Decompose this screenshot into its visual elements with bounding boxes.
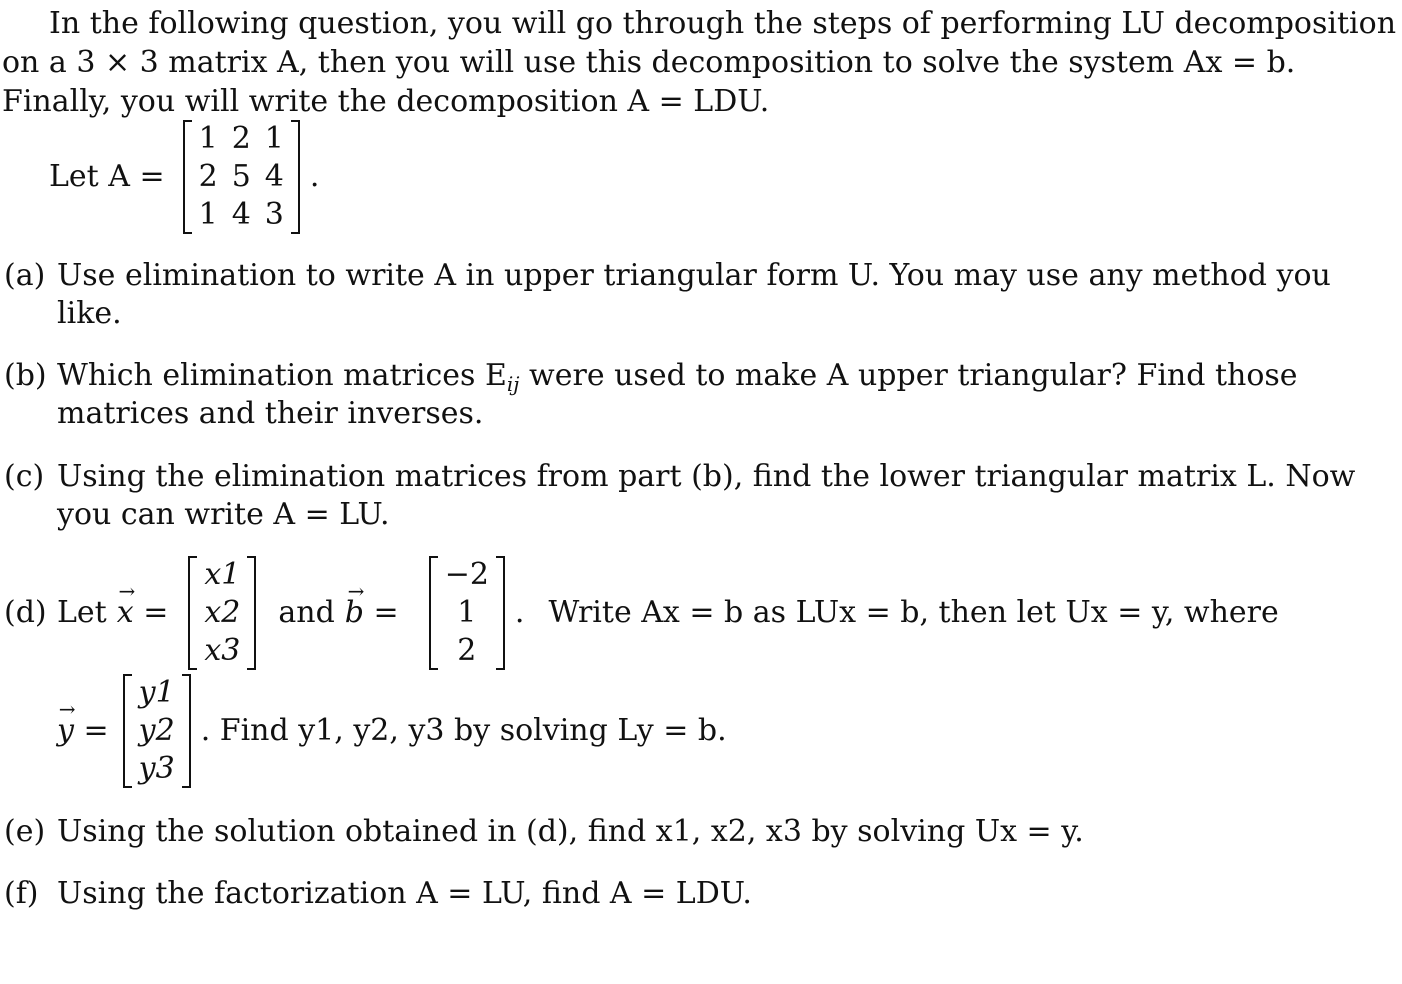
part-c-label: (c) [4,459,45,494]
part-c-line-2: you can write A = LU. [57,497,390,532]
x-vector-entry: x3 [204,633,241,668]
part-a-label: (a) [4,258,46,293]
intro-line-2: on a 3 × 3 matrix A, then you will use this decomposition to solve the system Ax = b. [2,45,1296,80]
b-vector-symbol: b → [345,594,364,632]
part-d-write-text: Write Ax = b as LUx = b, then let Ux = y, where [548,595,1279,630]
matrix-suffix: . [309,159,320,194]
part-d-find-text: . Find y1, y2, y3 by solving Ly = b. [200,713,727,748]
part-f-text: Using the factorization A = LU, find A = LDU. [57,876,752,911]
matrix-a-entry: 4 [231,197,251,232]
b-vector [429,556,505,670]
matrix-prefix: Let A = [49,159,165,194]
part-e-label: (e) [4,814,46,849]
matrix-a-entry: 1 [198,121,218,156]
part-f-label: (f) [4,876,39,911]
b-vector-entry: 1 [457,595,477,630]
x-vector-symbol: x → [117,594,134,632]
part-c-line-1: Using the elimination matrices from part (b), find the lower triangular matrix L. Now [57,459,1356,494]
part-b-line-2: matrices and their inverses. [57,396,484,431]
b-vector-entry: 2 [457,633,477,668]
matrix-a-entry: 1 [264,121,284,156]
matrix-a-entry: 4 [264,159,284,194]
part-d-label: (d) [4,595,47,630]
x-vector-entry: x2 [204,595,241,630]
matrix-a-entry: 2 [231,121,251,156]
part-e-text: Using the solution obtained in (d), find x1, x2, x3 by solving Ux = y. [57,814,1084,849]
part-a-line-2: like. [57,296,122,331]
matrix-definition [49,118,319,236]
y-vector-symbol: y → [57,712,74,750]
matrix-a-entry: 2 [198,159,218,194]
x-vector-entry: x1 [204,557,241,592]
part-d-row-2: y → = y1 y2 y3 . Find y1, y2, y3 by solving Ly = b. [57,672,727,790]
matrix-a-entry: 3 [264,197,284,232]
intro-line-1: In the following question, you will go through the steps of performing LU decomposition [49,6,1397,41]
y-vector-entry: y1 [138,675,175,710]
matrix-a-entry: 1 [198,197,218,232]
part-a-line-1: Use elimination to write A in upper triangular form U. You may use any method you [57,258,1331,293]
part-b-line-1: Which elimination matrices $E_{ij}$ were used to make A upper triangular? Find those [57,358,1298,396]
x-vector [188,556,256,670]
part-b-label: (b) [4,358,47,393]
intro-line-3: Finally, you will write the decomposition A = LDU. [2,84,770,119]
y-vector-entry: y3 [138,751,175,786]
b-vector-entry: −2 [444,557,489,592]
part-d-row-1: Let x → = x1 x2 x3 and b → = −2 1 2 . Write Ax = b as LUx = b, then let Ux = y, where [57,554,1250,672]
matrix-a-entry: 5 [231,159,251,194]
matrix-a [183,120,300,234]
y-vector-entry: y2 [138,713,175,748]
y-vector [123,674,191,788]
